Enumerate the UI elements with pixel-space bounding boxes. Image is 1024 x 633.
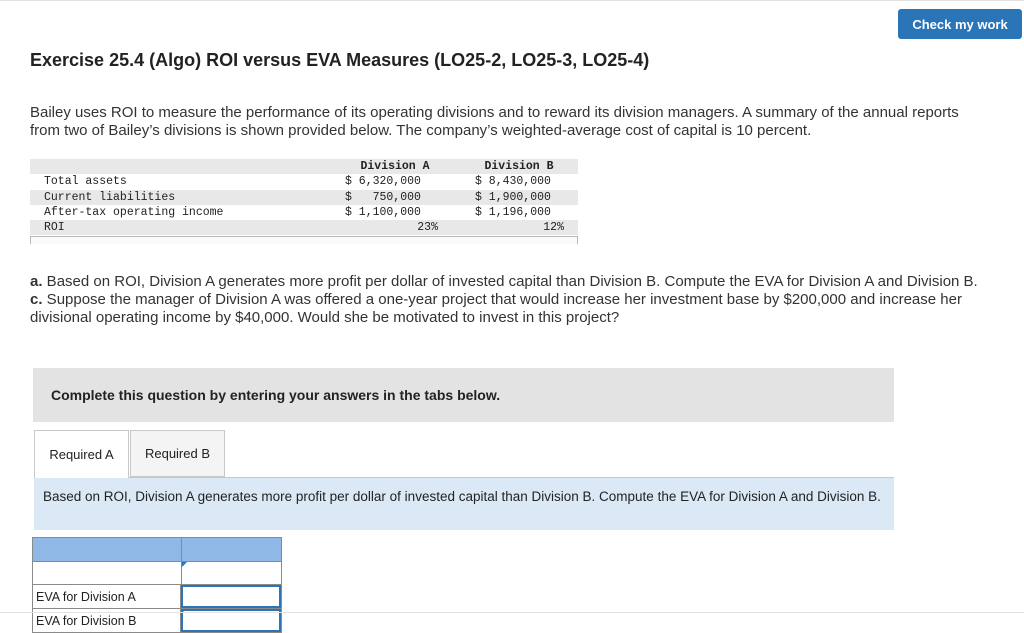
current-liabilities-a: $ 750,000 (345, 190, 421, 204)
answer-spacer-row (33, 562, 281, 584)
roi-b: 12% (543, 221, 564, 235)
intro-paragraph: Bailey uses ROI to measure the performance of its operating divisions and to reward its division managers. A summary of the annual reports from two of Bailey’s divisions is shown provided below. The company’s weighted-average cost of capital is 10 percent. (30, 104, 959, 139)
answer-table (32, 537, 282, 633)
page-title: Exercise 25.4 (Algo) ROI versus EVA Measures (LO25-2, LO25-3, LO25-4) (30, 50, 650, 70)
column-header-division-b: Division B (484, 160, 554, 174)
eva-division-a-label: EVA for Division A (33, 585, 181, 608)
eva-division-b-label: EVA for Division B (33, 609, 181, 632)
table-row (33, 584, 281, 608)
table-row (30, 190, 578, 205)
tab-required-a[interactable]: Required A (34, 430, 129, 478)
total-assets-a: $ 6,320,000 (345, 175, 421, 189)
row-label-total-assets: Total assets (44, 175, 127, 189)
instruction-banner: Complete this question by entering your answers in the tabs below. (33, 368, 894, 422)
answer-table-header (33, 538, 281, 562)
question-c (30, 291, 980, 327)
question-a-text: Based on ROI, Division A generates more profit per dollar of invested capital than Division B. Compute the EVA for Division A and Division B. (42, 273, 978, 290)
eva-division-a-cell (181, 585, 281, 608)
tab-required-b[interactable]: Required B (130, 430, 225, 477)
financial-header-row (30, 159, 578, 174)
row-label-current-liabilities: Current liabilities (44, 190, 176, 204)
questions-block (30, 273, 980, 327)
table-row (30, 220, 578, 235)
question-a (30, 273, 980, 291)
roi-a: 23% (417, 221, 438, 235)
operating-income-a: $ 1,100,000 (345, 206, 421, 220)
row-label-operating-income: After-tax operating income (44, 206, 224, 220)
check-my-work-button[interactable]: Check my work (898, 9, 1022, 39)
financial-summary-table (30, 159, 578, 244)
question-c-prefix: c. (30, 291, 43, 308)
column-header-division-a: Division A (360, 160, 430, 174)
question-c-text: Suppose the manager of Division A was offered a one-year project that would increase her investment base by $200,000 and increase her divisional operating income by $40,000. Would she be motivated to invest in this project? (30, 291, 962, 326)
top-divider (0, 0, 1024, 1)
eva-division-a-input[interactable] (181, 585, 281, 608)
operating-income-b: $ 1,196,000 (475, 206, 551, 220)
spacer-value-cell (182, 562, 281, 584)
table-bottom-rule (30, 236, 578, 244)
total-assets-b: $ 8,430,000 (475, 175, 551, 189)
bottom-divider (0, 612, 1024, 613)
answer-header-label-cell (33, 538, 182, 561)
input-flag-icon (182, 562, 187, 567)
row-label-roi: ROI (44, 221, 65, 235)
spacer-label-cell (33, 562, 182, 584)
answer-header-value-cell (182, 538, 281, 561)
requirement-prompt: Based on ROI, Division A generates more profit per dollar of invested capital than Division B. Compute the EVA for Division A and Division B. (34, 478, 894, 530)
question-a-prefix: a. (30, 273, 43, 290)
current-liabilities-b: $ 1,900,000 (475, 190, 551, 204)
table-row (30, 205, 578, 220)
table-row (30, 174, 578, 189)
